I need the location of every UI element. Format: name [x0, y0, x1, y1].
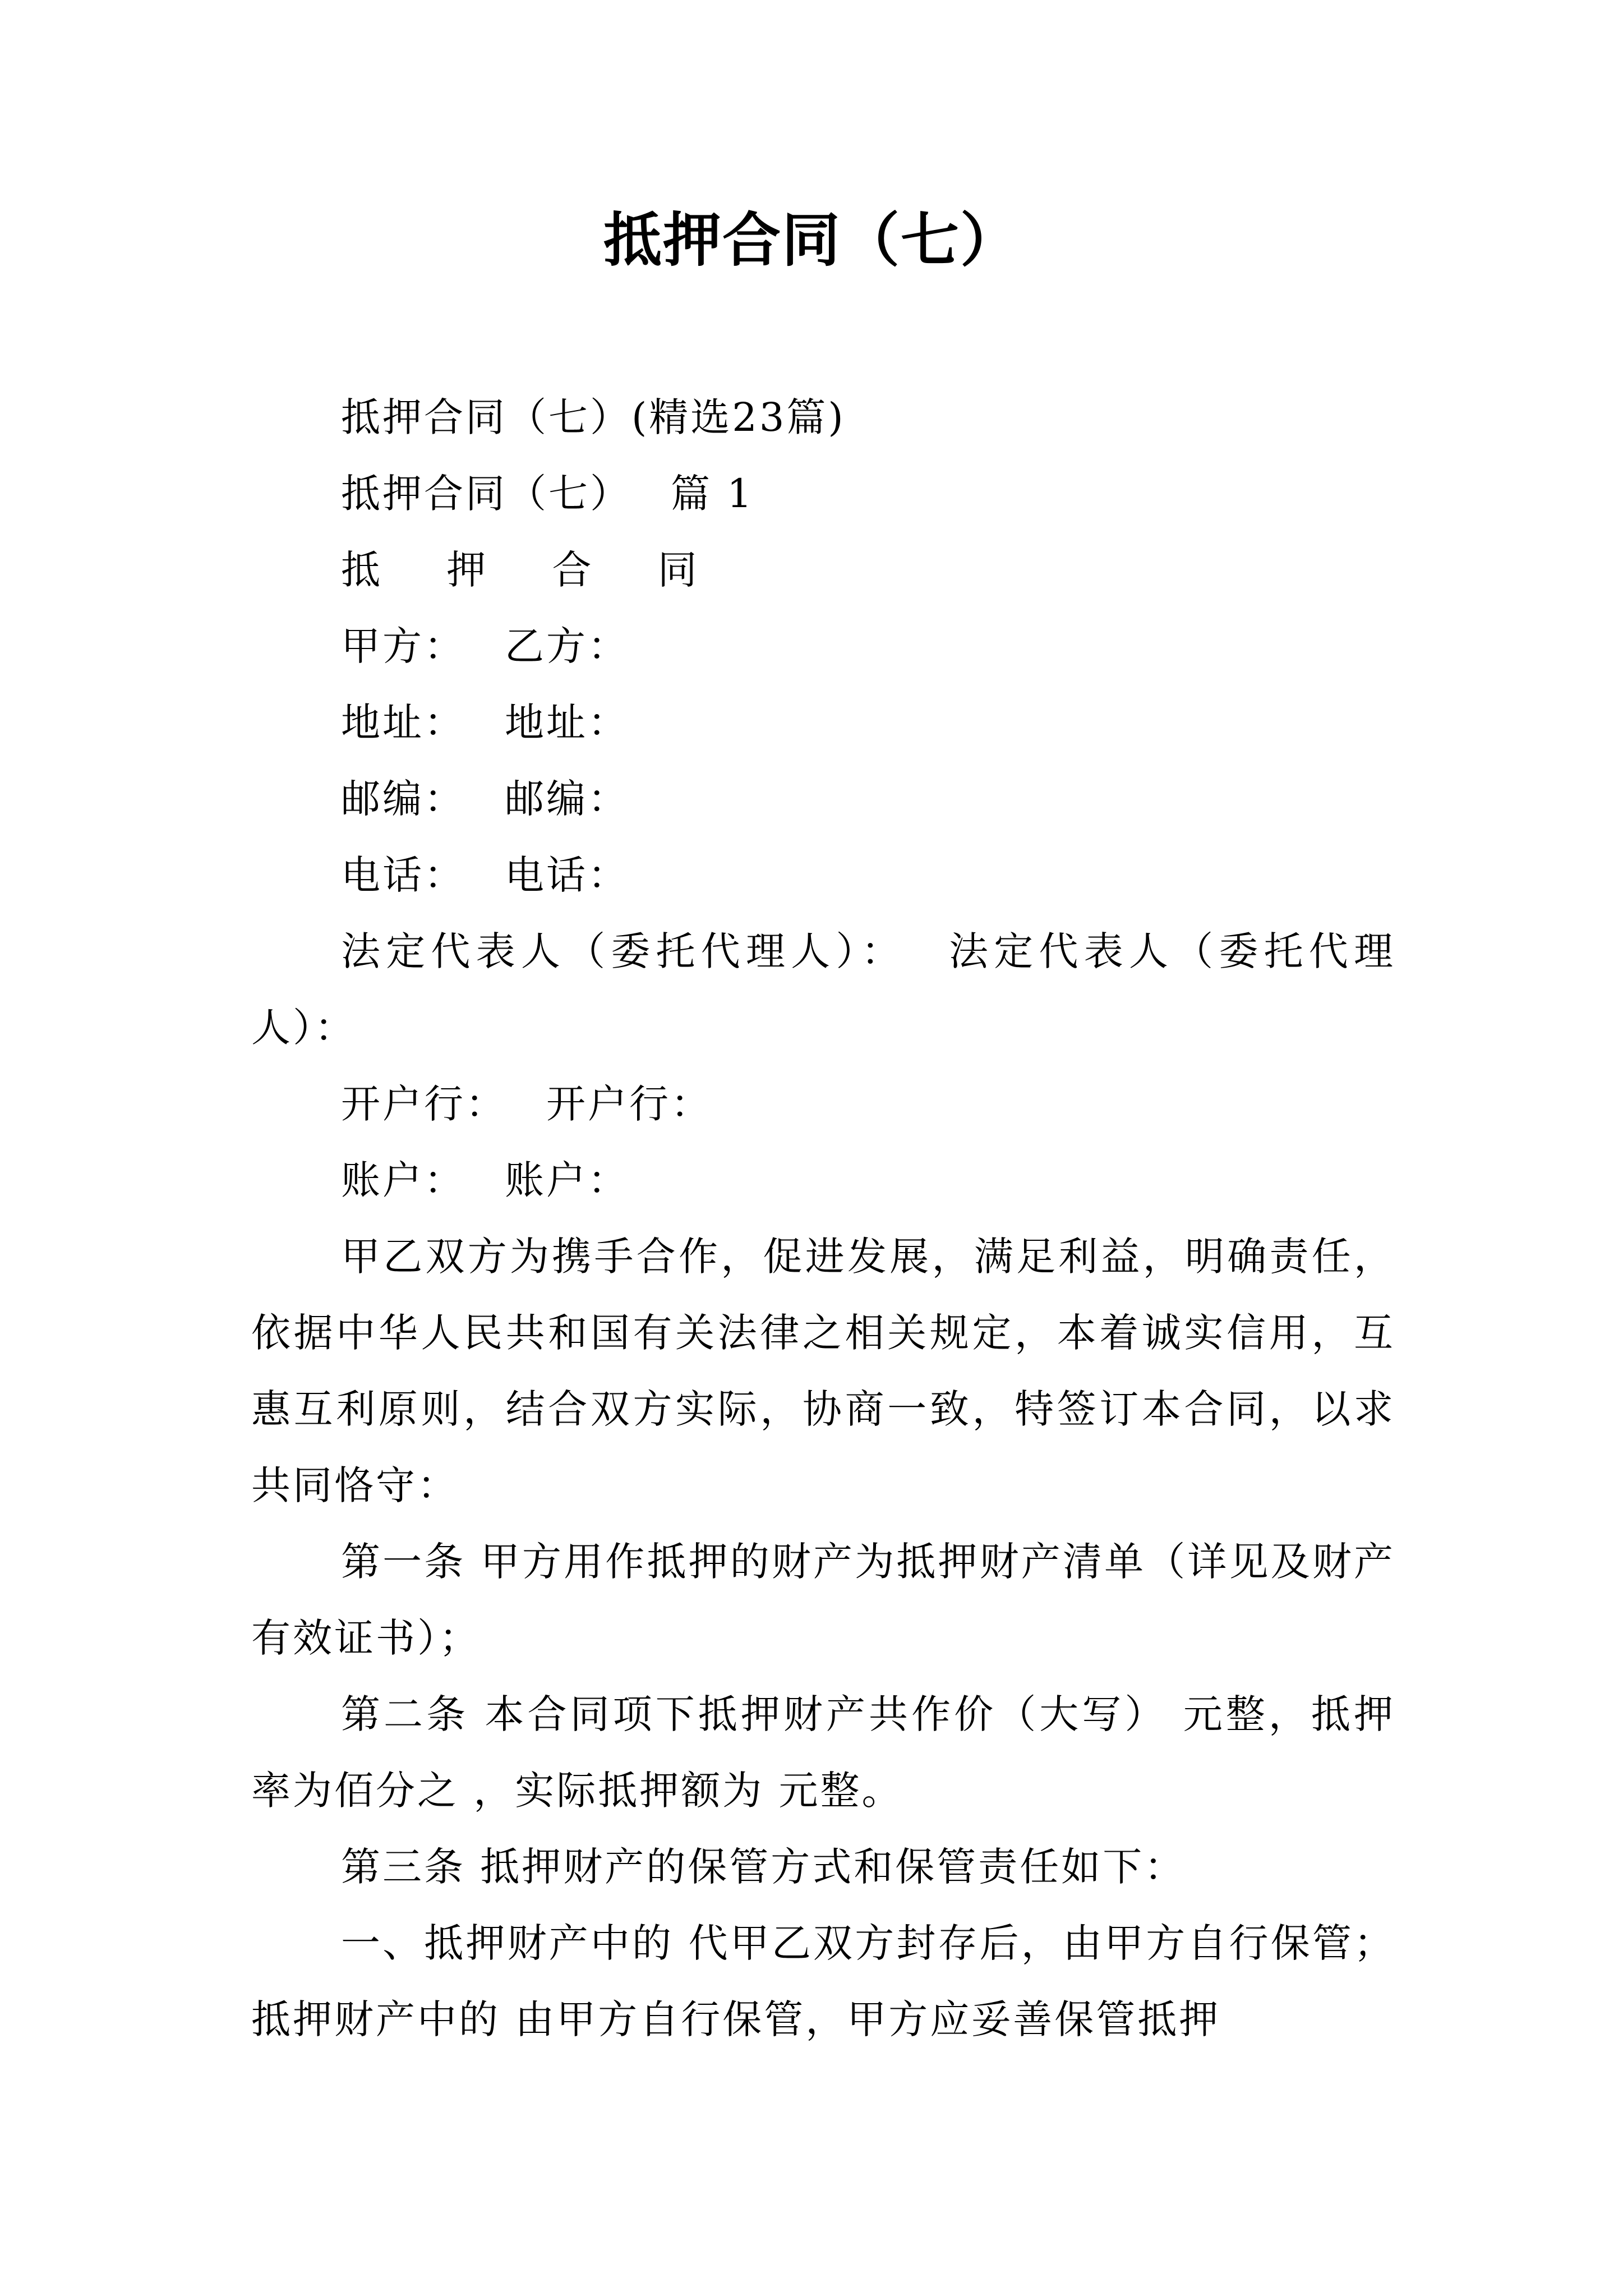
article-3-paragraph: 第三条 抵押财产的保管方式和保管责任如下：	[341, 1844, 1186, 1890]
phone-line	[251, 837, 1395, 913]
phone-a-label: 电话：	[341, 852, 465, 898]
legal-representative-line	[251, 913, 1395, 1066]
postcode-b-label: 邮编：	[505, 776, 629, 822]
preamble-paragraph: 甲乙双方为携手合作，促进发展，满足利益，明确责任，依据中华人民共和国有关法律之相关规定，本着诚实信用，互惠互利原则，结合双方实际，协商一致，特签订本合同，以求共同恪守：	[251, 1234, 1395, 1508]
party-line	[251, 608, 1395, 684]
contract-heading-text: 抵 押 合 同	[341, 547, 724, 593]
subtitle-line: 抵押合同（七）(精选23篇)	[341, 394, 846, 440]
bank-b-label: 开户行：	[546, 1081, 712, 1127]
bank-a-label: 开户行：	[341, 1081, 507, 1127]
address-b-label: 地址：	[505, 700, 629, 746]
party-a-label: 甲方：	[341, 623, 465, 669]
party-b-label: 乙方：	[505, 623, 629, 669]
postcode-line	[251, 761, 1395, 837]
postcode-a-label: 邮编：	[341, 776, 465, 822]
address-a-label: 地址：	[341, 700, 465, 746]
address-line	[251, 684, 1395, 761]
contract-heading	[251, 532, 1395, 608]
section-heading	[251, 455, 1395, 532]
legal-rep-b-label: 法定代表人（委托代理人）：	[251, 928, 1396, 1051]
account-b-label: 账户：	[505, 1157, 629, 1203]
legal-rep-a-label: 法定代表人（委托代理人）：	[341, 928, 906, 974]
account-line	[251, 1142, 1395, 1218]
document-body	[251, 379, 1395, 2058]
bank-line	[251, 1066, 1395, 1142]
article-1-paragraph: 第一条 甲方用作抵押的财产为抵押财产清单（详见及财产有效证书）；	[251, 1539, 1395, 1661]
phone-b-label: 电话：	[505, 852, 629, 898]
section-heading-title: 抵押合同（七）	[341, 471, 631, 517]
article-2-paragraph: 第二条 本合同项下抵押财产共作价（大写） 元整，抵押率为佰分之 ，实际抵押额为 元整。	[251, 1691, 1395, 1814]
section-heading-number: 篇 1	[671, 471, 754, 517]
clause-1-paragraph: 一、抵押财产中的 代甲乙双方封存后，由甲方自行保管；抵押财产中的 由甲方自行保管，甲方应妥善保管抵押	[251, 1920, 1395, 2042]
account-a-label: 账户：	[341, 1157, 465, 1203]
document-title: 抵押合同（七）	[603, 206, 1020, 274]
